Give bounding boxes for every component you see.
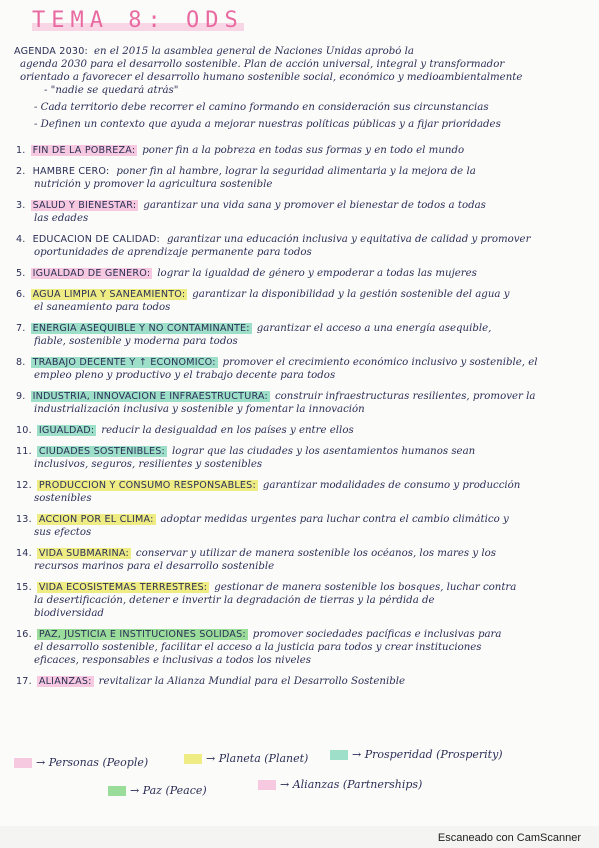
goal-name: ALIANZAS: xyxy=(38,676,92,687)
goal-line-3 xyxy=(16,200,589,212)
goal-line-4 xyxy=(16,234,589,246)
goal-description: poner fin al hambre, lograr la seguridad alimentaria y la mejora de la xyxy=(116,166,476,177)
goal-description: gestionar de manera sostenible los bosques, luchar contra xyxy=(214,582,517,593)
goal-description: adoptar medidas urgentes para luchar contra el cambio climático y xyxy=(160,514,509,525)
goal-number: 15. xyxy=(16,582,32,593)
goal-line-15 xyxy=(16,582,589,594)
goal-name: SALUD Y BIENESTAR: xyxy=(32,200,137,211)
goal-line-11 xyxy=(16,446,589,458)
goal-description: revitalizar la Alianza Mundial para el Desarrollo Sostenible xyxy=(98,676,406,687)
goal-description-cont: recursos marinos para el desarrollo sostenible xyxy=(34,561,275,572)
goal-line-14 xyxy=(16,548,589,560)
goal-name: IGUALDAD DE GÉNERO: xyxy=(32,268,151,279)
goal-description-cont: el desarrollo sostenible, facilitar el acceso a la justicia para todos y crear instituciones xyxy=(34,642,482,653)
goal-number: 16. xyxy=(16,629,32,640)
legend-swatch xyxy=(184,754,202,764)
goal-name: PRODUCCIÓN Y CONSUMO RESPONSABLES: xyxy=(38,480,256,491)
intro-line: - Cada territorio debe recorrer el camino formando en consideración sus circunstancias xyxy=(34,102,489,113)
goal-description: promover el crecimiento económico inclusivo y sostenible, el xyxy=(222,357,538,368)
goal-number: 17. xyxy=(16,676,32,687)
intro-line: - Definen un contexto que ayuda a mejorar nuestras políticas públicas y a fijar prioridades xyxy=(34,119,501,130)
goal-name: VIDA ECOSISTEMAS TERRESTRES: xyxy=(38,582,208,593)
goal-name: ENERGÍA ASEQUIBLE Y NO CONTAMINANTE: xyxy=(32,323,250,334)
goal-description-cont: la desertificación, detener e invertir la degradación de tierras y la pérdida de xyxy=(34,595,435,606)
goal-description-cont: fiable, sostenible y moderna para todos xyxy=(34,336,238,347)
goal-line-1 xyxy=(16,145,589,157)
goal-description-cont: oportunidades de aprendizaje permanente para todos xyxy=(34,247,312,258)
goal-line-6 xyxy=(16,289,589,301)
goal-line-9 xyxy=(16,391,589,403)
goal-name: TRABAJO DECENTE Y ↑ ECONÓMICO: xyxy=(32,357,216,368)
legend-swatch xyxy=(108,786,126,796)
goal-line-17 xyxy=(16,676,589,688)
goal-line-10 xyxy=(16,425,589,437)
goal-description: construir infraestructuras resilientes, promover la xyxy=(274,391,536,402)
goal-line-12 xyxy=(16,480,589,492)
legend-item-partnerships: → Alianzas (Partnerships) xyxy=(258,778,422,791)
goal-description: garantizar el acceso a una energía asequible, xyxy=(256,323,492,334)
goal-name: PAZ, JUSTICIA E INSTITUCIONES SÓLIDAS: xyxy=(38,629,246,640)
intro-text: en el 2015 la asamblea general de Naciones Unidas aprobó la xyxy=(93,46,414,57)
scanner-watermark: Escaneado con CamScanner xyxy=(437,832,581,844)
legend-swatch xyxy=(14,758,32,768)
goal-description: garantizar la disponibilidad y la gestión sostenible del agua y xyxy=(192,289,510,300)
goal-line-13 xyxy=(16,514,589,526)
goal-number: 10. xyxy=(16,425,32,436)
goal-number: 1. xyxy=(16,145,26,156)
goal-name: AGUA LIMPIA Y SANEAMIENTO: xyxy=(32,289,186,300)
goal-name: CIUDADES SOSTENIBLES: xyxy=(38,446,165,457)
goal-number: 4. xyxy=(16,234,26,245)
goal-name: FIN DE LA POBREZA: xyxy=(32,145,136,156)
goal-description-cont: nutrición y promover la agricultura sostenible xyxy=(34,179,273,190)
goal-name: VIDA SUBMARINA: xyxy=(38,548,129,559)
goal-description-cont: sostenibles xyxy=(34,493,92,504)
goal-description-cont: empleo pleno y productivo y el trabajo decente para todos xyxy=(34,370,336,381)
goal-line-2 xyxy=(16,166,589,178)
legend-swatch xyxy=(258,780,276,790)
goal-description: poner fin a la pobreza en todas sus formas y en todo el mundo xyxy=(142,145,465,156)
goal-description-cont: eficaces, responsables e inclusivas a todos los niveles xyxy=(34,655,311,666)
goal-description-cont: el saneamiento para todos xyxy=(34,302,171,313)
goal-description: garantizar una vida sana y promover el bienestar de todos a todas xyxy=(143,200,486,211)
goal-line-5 xyxy=(16,268,589,280)
legend-item-peace: → Paz (Peace) xyxy=(108,784,207,797)
legend-item-people: → Personas (People) xyxy=(14,756,148,769)
goal-number: 7. xyxy=(16,323,26,334)
goal-description: conservar y utilizar de manera sostenible los océanos, los mares y los xyxy=(135,548,497,559)
goal-number: 2. xyxy=(16,166,26,177)
legend-item-prosperity: → Prosperidad (Prosperity) xyxy=(330,748,503,761)
goal-description: lograr que las ciudades y los asentamientos humanos sean xyxy=(171,446,476,457)
goal-name: EDUCACIÓN DE CALIDAD: xyxy=(32,234,160,245)
legend-item-planet: → Planeta (Planet) xyxy=(184,752,308,765)
intro-line: agenda 2030 para el desarrollo sostenible. Plan de acción universal, integral y transformador xyxy=(20,59,505,70)
goal-description: lograr la igualdad de género y empoderar a todas las mujeres xyxy=(157,268,477,279)
intro-heading-line xyxy=(14,46,589,58)
goal-description-cont: sus efectos xyxy=(34,527,92,538)
goal-number: 9. xyxy=(16,391,26,402)
goal-description-cont: las edades xyxy=(34,213,89,224)
goal-description: garantizar modalidades de consumo y producción xyxy=(262,480,521,491)
goal-number: 13. xyxy=(16,514,32,525)
legend-swatch xyxy=(330,750,348,760)
goal-description-cont: industrialización inclusiva y sostenible y fomentar la innovación xyxy=(34,404,365,415)
intro-line: orientado a favorecer el desarrollo humano sostenible social, económico y medioambientalmente xyxy=(20,72,523,83)
goal-line-16 xyxy=(16,629,589,641)
goal-number: 5. xyxy=(16,268,26,279)
goal-number: 12. xyxy=(16,480,32,491)
goal-description-cont: inclusivos, seguros, resilientes y sostenibles xyxy=(34,459,263,470)
goal-line-7 xyxy=(16,323,589,335)
page-title: TEMA 8: ODS xyxy=(32,8,244,33)
goal-number: 8. xyxy=(16,357,26,368)
goal-number: 14. xyxy=(16,548,32,559)
goal-description-cont: biodiversidad xyxy=(34,608,104,619)
intro-heading: AGENDA 2030: xyxy=(14,46,88,57)
goal-name: ACCIÓN POR EL CLIMA: xyxy=(38,514,154,525)
goal-description: promover sociedades pacíficas e inclusivas para xyxy=(252,629,502,640)
goal-name: HAMBRE CERO: xyxy=(32,166,110,177)
goal-number: 6. xyxy=(16,289,26,300)
goal-description: garantizar una educación inclusiva y equitativa de calidad y promover xyxy=(166,234,531,245)
goal-name: IGUALDAD: xyxy=(38,425,95,436)
goal-description: reducir la desigualdad en los países y entre ellos xyxy=(101,425,354,436)
goal-number: 3. xyxy=(16,200,26,211)
goal-number: 11. xyxy=(16,446,32,457)
intro-line: - "nadie se quedará atrás" xyxy=(44,85,179,96)
goal-name: INDUSTRIA, INNOVACIÓN E INFRAESTRUCTURA: xyxy=(32,391,268,402)
goal-line-8 xyxy=(16,357,589,369)
